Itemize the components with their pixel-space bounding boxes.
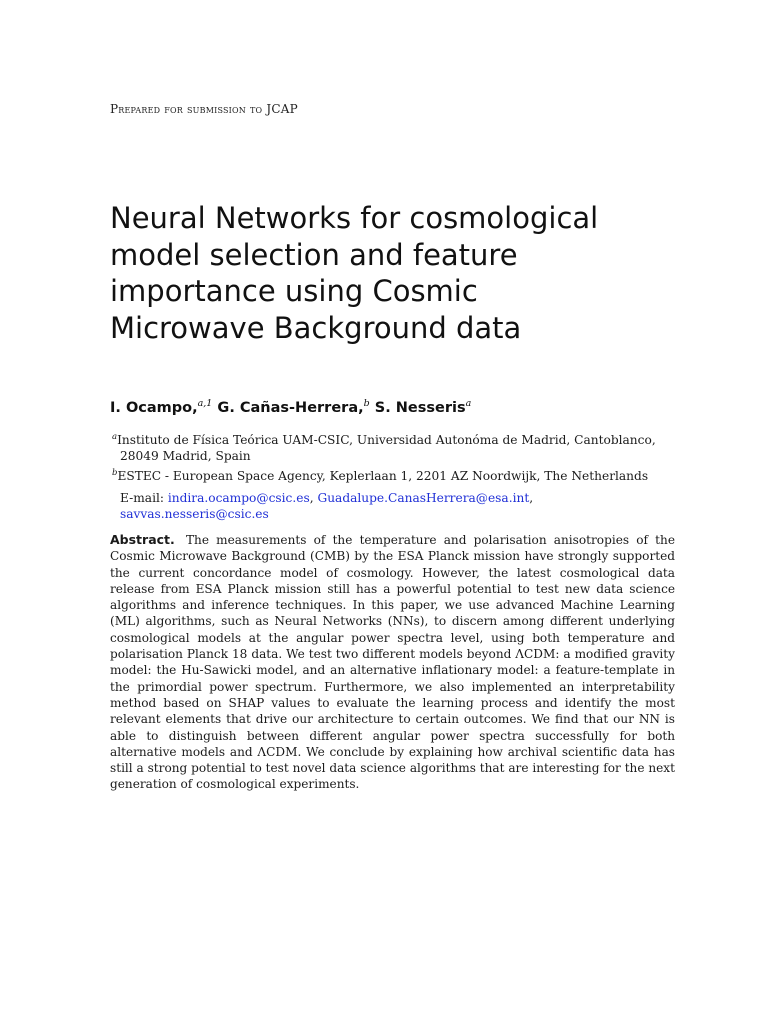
author-affiliation-mark: a — [465, 398, 472, 409]
affiliation-text: Instituto de Física Teórica UAM-CSIC, Universidad Autonóma de Madrid, Cantoblanco, — [117, 433, 656, 447]
author-list — [110, 400, 471, 416]
email-label: E-mail: — [120, 491, 164, 505]
email-link[interactable]: Guadalupe.CanasHerrera@esa.int — [317, 491, 530, 505]
author-affiliation-mark: a,1 — [197, 398, 213, 409]
author-name: S. Nesseris — [374, 400, 466, 416]
affiliation-text: 28049 Madrid, Spain — [120, 449, 251, 463]
affiliation — [112, 432, 672, 464]
email-link[interactable]: indira.ocampo@csic.es — [167, 491, 310, 505]
title-line: Neural Networks for cosmological — [110, 201, 599, 235]
submission-note: Prepared for submission to JCAP — [110, 102, 298, 116]
title-line: importance using Cosmic — [110, 274, 478, 308]
affiliation-mark: a — [112, 432, 118, 442]
author-affiliation-mark: b — [363, 398, 370, 409]
title-line: Microwave Background data — [110, 310, 522, 345]
title-line: model selection and feature — [110, 237, 518, 272]
affiliation-mark: b — [112, 468, 118, 478]
author-name: G. Cañas-Herrera, — [217, 400, 364, 416]
email-link[interactable]: savvas.nesseris@csic.es — [120, 507, 269, 521]
abstract-label: Abstract. — [110, 532, 175, 547]
paper-title — [110, 200, 690, 346]
affiliation — [112, 468, 648, 484]
affiliation-text: ESTEC - European Space Agency, Keplerlaan 1, 2201 AZ Noordwijk, The Netherlands — [117, 469, 649, 483]
author-name: I. Ocampo, — [110, 400, 198, 416]
email-block: E-mail: indira.ocampo@csic.es, Guadalupe.CanasHerrera@esa.int, savvas.nesseris@csic.es — [120, 491, 534, 521]
abstract — [110, 532, 675, 793]
abstract-text: The measurements of the temperature and polarisation anisotropies of the Cosmic Microwave Background (CMB) by the ESA Planck mission have strongly supported the current concordance model of cosmology. However, the latest cosmological data release from ESA Planck mission still has a powerful potential to test new data science algorithms and inference techniques. In this paper, we use advanced Machine Learning (ML) algorithms, such as Neural Networks (NNs), to discern among different underlying cosmological models at the angular power spectra level, using both temperature and polarisation Planck 18 data. We test two different models beyond ΛCDM: a modified gravity model: the Hu-Sawicki model, and an alternative inflationary model: a feature-template in the primordial power spectrum. Furthermore, we also implemented an interpretability method based on SHAP values to evaluate the learning process and identify the most relevant elements that drive our architecture to certain outcomes. We find that our NN is able to distinguish between different angular power spectra successfully for both alternative models and ΛCDM. We conclude by explaining how archival scientific data has still a strong potential to test novel data science algorithms that are interesting for the next generation of cosmological experiments. — [110, 533, 675, 792]
